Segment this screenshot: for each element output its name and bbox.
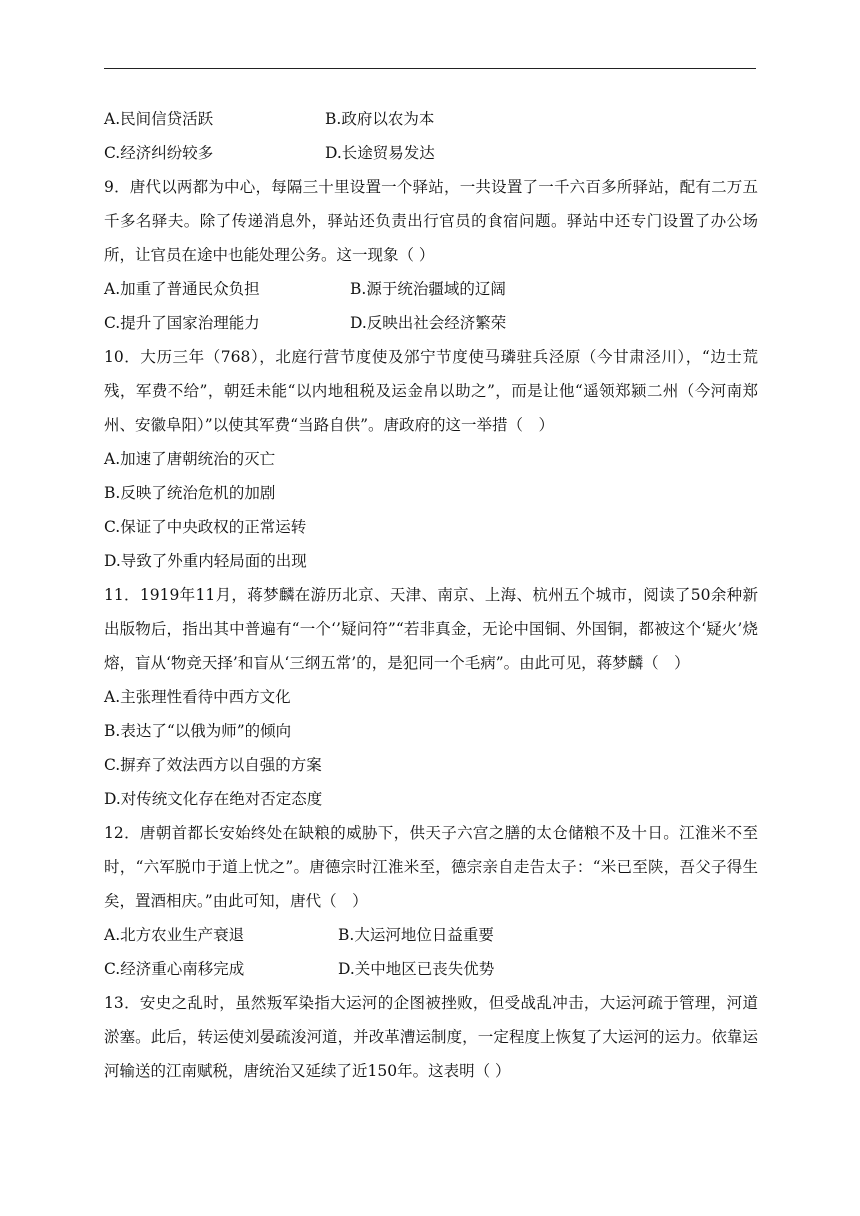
q12-stem: 12．唐朝首都长安始终处在缺粮的威胁下，供天子六宫之膳的太仓储粮不及十日。江淮米不至时，“六军脱巾于道上忧之”。唐德宗时江淮米至，德宗亲自走告太子：“米已至陕，吾父子得生矣，置酒相庆。”由此可知，唐代（ ）: [104, 824, 758, 910]
q10-option-d: D.导致了外重内轻局面的出现: [104, 552, 307, 570]
q9-option-b: B.源于统治疆域的辽阔: [350, 280, 506, 298]
header-rule: [104, 68, 756, 69]
q9-options-row-2: [104, 306, 758, 340]
q8-option-b: B.政府以农为本: [325, 110, 435, 128]
q12-options-row-1: [104, 918, 758, 952]
exam-page: [104, 102, 758, 1088]
q9-option-c: C.提升了国家治理能力: [104, 314, 260, 332]
q10-option-a: A.加速了唐朝统治的灭亡: [104, 450, 276, 468]
q11-stem: 11．1919年11月，蒋梦麟在游历北京、天津、南京、上海、杭州五个城市，阅读了50余种新出版物后，指出其中普遍有“一个‘’疑问符”“若非真金，无论中国铜、外国铜，都被这个‘疑火’烧熔，盲从‘物竞天择’和盲从‘三纲五常’的，是犯同一个毛病”。由此可见，蒋梦麟（ ）: [104, 586, 758, 672]
q11-option-c: C.摒弃了效法西方以自强的方案: [104, 756, 322, 774]
q9-options-row-1: [104, 272, 758, 306]
q11-option-d: D.对传统文化存在绝对否定态度: [104, 790, 323, 808]
q10-option-b: B.反映了统治危机的加剧: [104, 484, 276, 502]
q8-options-row-1: [104, 102, 758, 136]
q8-option-c: C.经济纠纷较多: [104, 144, 214, 162]
q12-options-row-2: [104, 952, 758, 986]
q11-option-a: A.主张理性看待中西方文化: [104, 688, 291, 706]
q9-option-a: A.加重了普通民众负担: [104, 280, 260, 298]
q8-options-row-2: [104, 136, 758, 170]
q9-option-d: D.反映出社会经济繁荣: [350, 314, 507, 332]
q8-option-a: A.民间信贷活跃: [104, 110, 214, 128]
q10-stem: 10．大历三年（768），北庭行营节度使及邠宁节度使马璘驻兵泾原（今甘肃泾川），“边士荒残，军费不给”，朝廷未能“以内地租税及运金帛以助之”，而是让他“遥领郑颍二州（今河南郑州、安徽阜阳）”以使其军费“当路自供”。唐政府的这一举措（ ）: [104, 348, 758, 434]
q10-option-c: C.保证了中央政权的正常运转: [104, 518, 307, 536]
q13-stem: 13．安史之乱时，虽然叛军染指大运河的企图被挫败，但受战乱冲击，大运河疏于管理，河道淤塞。此后，转运使刘晏疏浚河道，并改革漕运制度，一定程度上恢复了大运河的运力。依靠运河输送的江南赋税，唐统治又延续了近150年。这表明（ ）: [104, 994, 758, 1080]
q12-option-a: A.北方农业生产衰退: [104, 926, 245, 944]
q12-option-c: C.经济重心南移完成: [104, 960, 245, 978]
q9-stem: 9．唐代以两都为中心，每隔三十里设置一个驿站，一共设置了一千六百多所驿站，配有二万五千多名驿夫。除了传递消息外，驿站还负责出行官员的食宿问题。驿站中还专门设置了办公场所，让官员在途中也能处理公务。这一现象（ ）: [104, 178, 758, 264]
q12-option-d: D.关中地区已丧失优势: [338, 960, 495, 978]
q11-option-b: B.表达了“以俄为师”的倾向: [104, 722, 292, 740]
q8-option-d: D.长途贸易发达: [325, 144, 435, 162]
q12-option-b: B.大运河地位日益重要: [338, 926, 494, 944]
